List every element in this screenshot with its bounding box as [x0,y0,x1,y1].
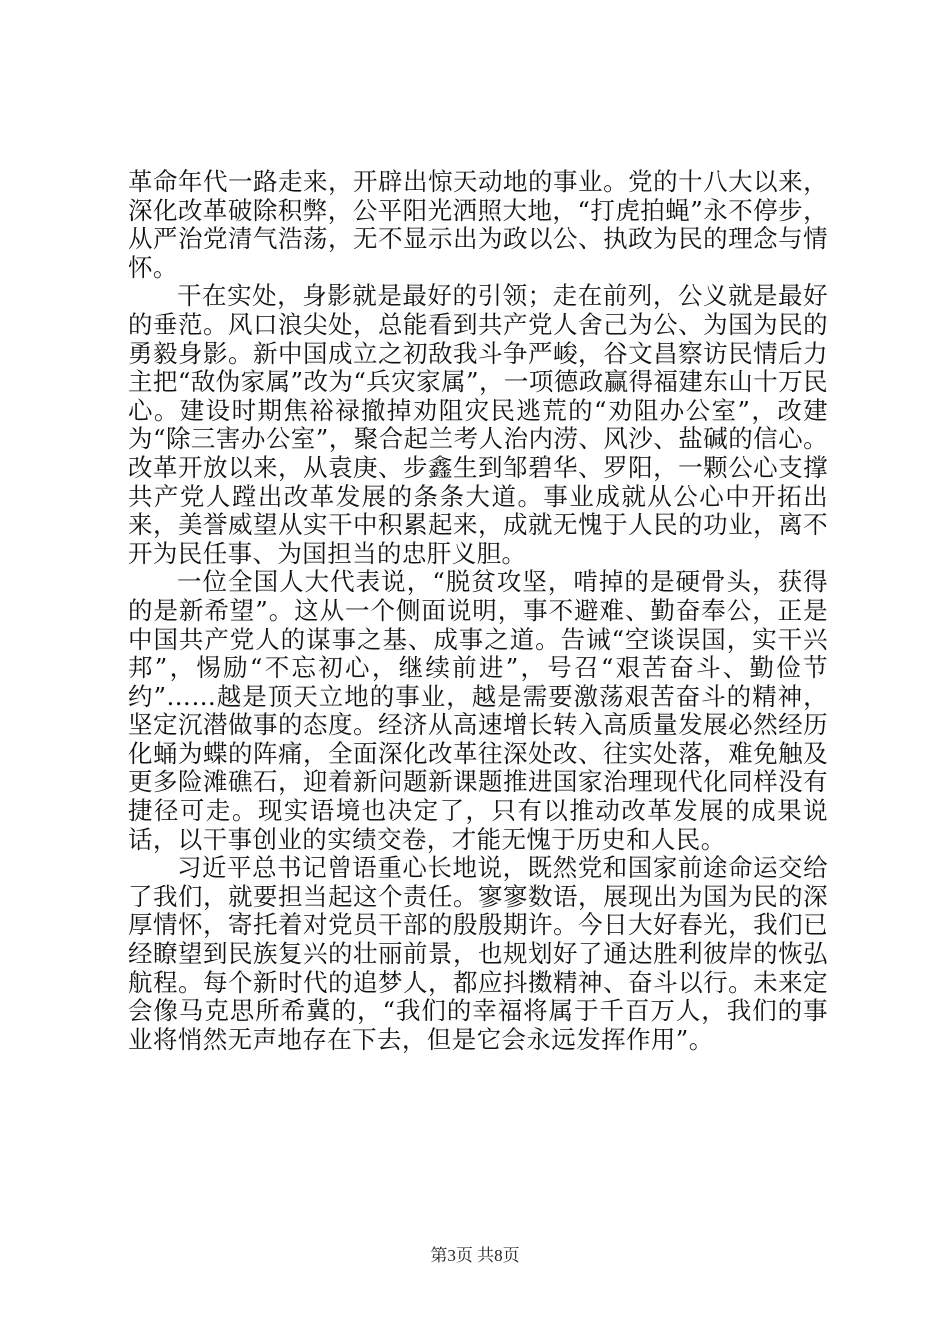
paragraph: 习近平总书记曾语重心长地说，既然党和国家前途命运交给了我们，就要担当起这个责任。寥寥数语，展现出为国为民的深厚情怀，寄托着对党员干部的殷殷期许。今日大好春光，我们已经瞭望到民族复兴的壮丽前景，也规划好了通达胜利彼岸的恢弘航程。每个新时代的追梦人，都应抖擞精神、奋斗以行。未来定会像马克思所希冀的，“我们的幸福将属于千百万人，我们的事业将悄然无声地存在下去，但是它会永远发挥作用”。 [128,853,828,1054]
page-footer: 第3页 共8页 [430,1246,520,1265]
body-text [128,168,828,1054]
paragraph-continuation: 革命年代一路走来，开辟出惊天动地的事业。党的十八大以来，深化改革破除积弊，公平阳光洒照大地，“打虎拍蝇”永不停步，从严治党清气浩荡，无不显示出为政以公、执政为民的理念与情怀。 [128,167,828,282]
paragraph: 干在实处，身影就是最好的引领；走在前列，公义就是最好的垂范。风口浪尖处，总能看到共产党人舍己为公、为国为民的勇毅身影。新中国成立之初敌我斗争严峻，谷文昌察访民情后力主把“敌伪家属”改为“兵灾家属”，一项德政赢得福建东山十万民心。建设时期焦裕禄撤掉劝阻灾民逃荒的“劝阻办公室”，改建为“除三害办公室”，聚合起兰考人治内涝、风沙、盐碱的信心。改革开放以来，从袁庚、步鑫生到邹碧华、罗阳，一颗公心支撑共产党人蹚出改革发展的条条大道。事业成就从公心中开拓出来，美誉威望从实干中积累起来，成就无愧于人民的功业，离不开为民任事、为国担当的忠肝义胆。 [128,281,828,568]
paragraph: 一位全国人大代表说，“脱贫攻坚，啃掉的是硬骨头，获得的是新希望”。这从一个侧面说明，事不避难、勤奋奉公，正是中国共产党人的谋事之基、成事之道。告诫“空谈误国，实干兴邦”，惕励“不忘初心，继续前进”，号召“艰苦奋斗、勤俭节约”……越是顶天立地的事业，越是需要激荡艰苦奋斗的精神，坚定沉潜做事的态度。经济从高速增长转入高质量发展必然经历化蛹为蝶的阵痛，全面深化改革往深处改、往实处落，难免触及更多险滩礁石，迎着新问题新课题推进国家治理现代化同样没有捷径可走。现实语境也决定了，只有以推动改革发展的成果说话，以干事创业的实绩交卷，才能无愧于历史和人民。 [128,567,828,854]
